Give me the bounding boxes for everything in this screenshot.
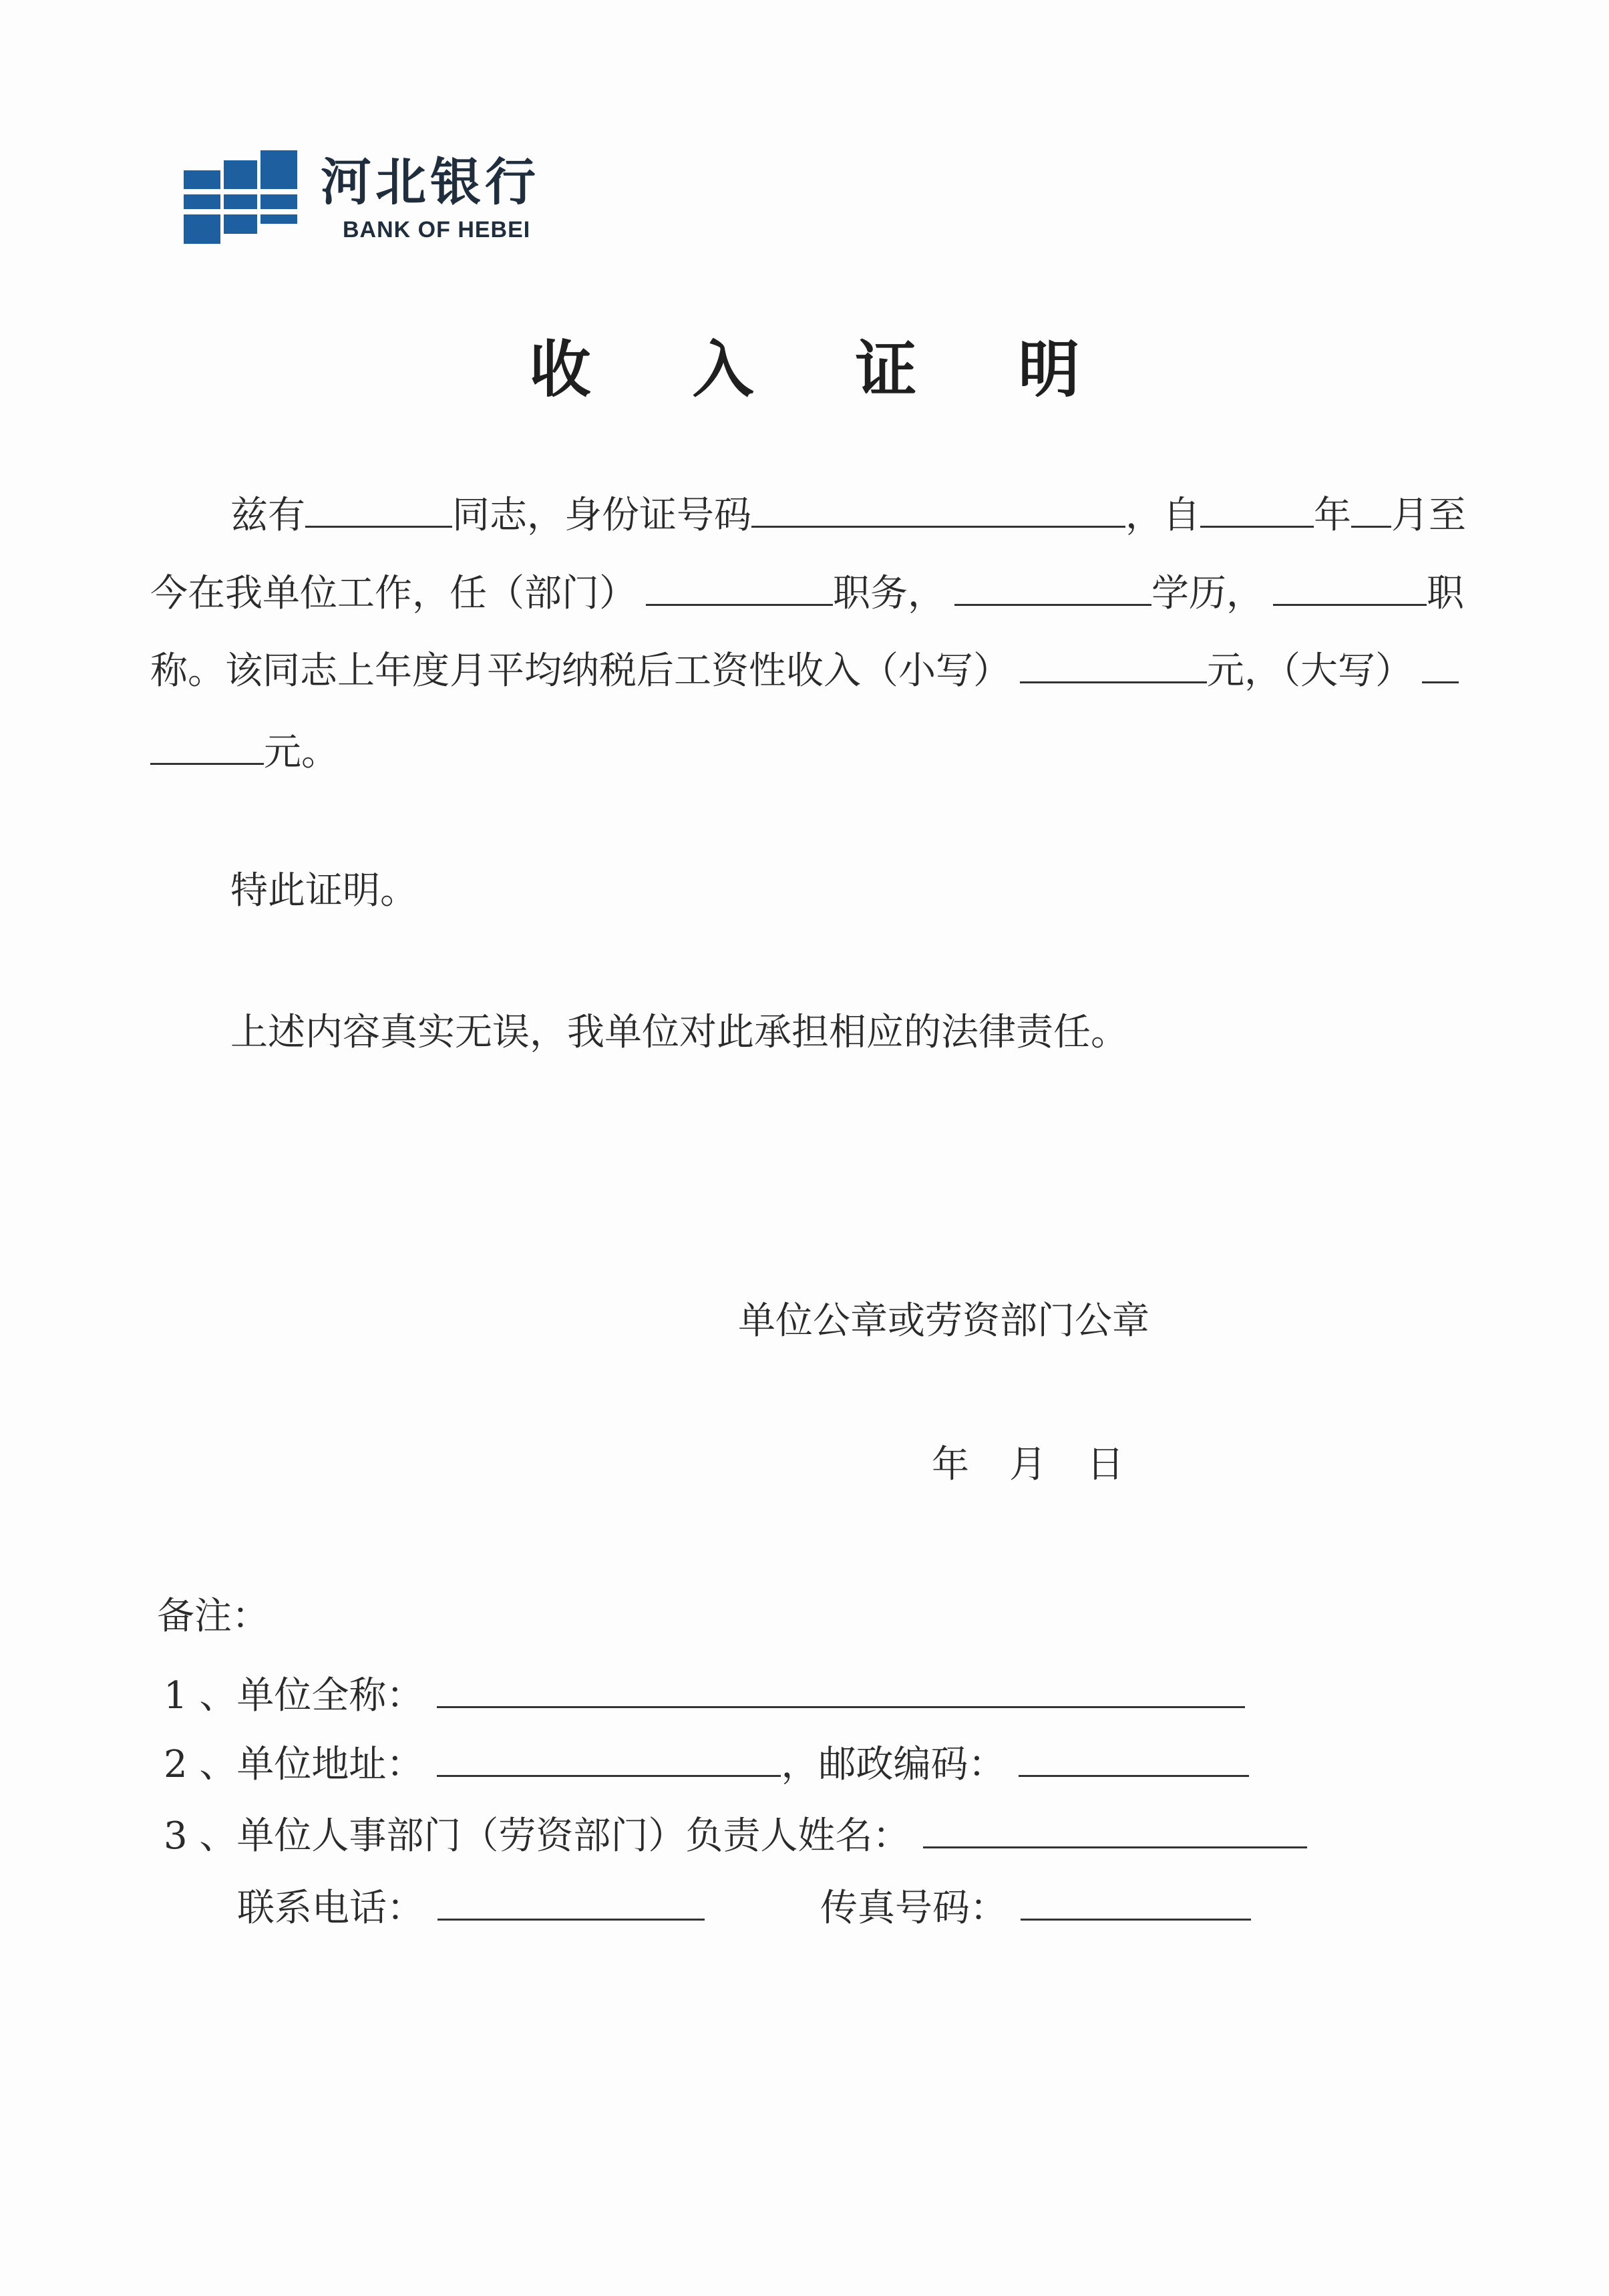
bank-name-cn: 河北银行 xyxy=(321,152,540,212)
text-title-start: 职 xyxy=(1427,572,1464,615)
date-day: 日 xyxy=(1087,1443,1124,1486)
id-number-field[interactable] xyxy=(751,491,1125,528)
date-year: 年 xyxy=(932,1443,969,1486)
name-field[interactable] xyxy=(305,491,452,528)
education-field[interactable] xyxy=(1273,569,1427,606)
hr-manager-name-field[interactable] xyxy=(923,1812,1307,1848)
text-department: 今在我单位工作，任（部门） xyxy=(150,572,637,615)
bank-name-en: BANK OF HEBEI xyxy=(343,217,531,242)
body-line-3 xyxy=(150,647,1459,693)
note-item-2-label: 2 、单位地址： xyxy=(164,1743,424,1786)
income-uppercase-field-start[interactable] xyxy=(1422,647,1459,683)
fax-line xyxy=(820,1884,1251,1930)
postcode-label: ，邮政编码： xyxy=(781,1743,1006,1786)
text-position: 职务， xyxy=(833,572,945,615)
text-income: 称。该同志上年度月平均纳税后工资性收入（小写） xyxy=(150,649,1011,693)
text-yuan-uppercase: 元，（大写） xyxy=(1207,649,1413,693)
income-numeric-field[interactable] xyxy=(1020,647,1207,683)
note-item-3-label: 3 、单位人事部门（劳资部门）负责人姓名： xyxy=(164,1814,910,1858)
phone-label: 联系电话： xyxy=(237,1887,424,1930)
page-title: 收 入 证 明 xyxy=(529,333,1120,405)
department-field[interactable] xyxy=(646,569,833,606)
fax-field[interactable] xyxy=(1021,1884,1251,1921)
text-zi-you: 兹有 xyxy=(230,494,305,537)
note-item-1 xyxy=(164,1671,1245,1715)
fax-label: 传真号码： xyxy=(820,1887,1007,1930)
note-item-1-label: 1 、单位全称： xyxy=(164,1674,424,1717)
text-education: 学历， xyxy=(1151,572,1264,615)
bank-logo xyxy=(184,150,598,251)
income-uppercase-field[interactable] xyxy=(150,728,264,765)
note-item-2 xyxy=(164,1740,1249,1784)
bank-logo-mark-icon xyxy=(184,150,297,244)
declaration-text: 上述内容真实无误，我单位对此承担相应的法律责任。 xyxy=(230,1011,1128,1054)
phone-field[interactable] xyxy=(437,1884,705,1921)
body-line-2 xyxy=(150,569,1464,613)
position-field[interactable] xyxy=(954,569,1151,606)
certify-text: 特此证明。 xyxy=(230,869,417,913)
unit-fullname-field[interactable] xyxy=(437,1671,1245,1708)
seal-label: 单位公章或劳资部门公章 xyxy=(738,1299,1149,1343)
start-month-field[interactable] xyxy=(1351,491,1391,528)
postcode-field[interactable] xyxy=(1019,1740,1249,1777)
body-line-4 xyxy=(150,728,339,772)
notes-heading: 备注： xyxy=(157,1595,269,1638)
body-line-1 xyxy=(230,491,1466,537)
text-from: ，自 xyxy=(1125,494,1200,537)
text-yuan-end: 元。 xyxy=(264,731,339,774)
text-month-to: 月至 xyxy=(1391,494,1466,537)
unit-address-field[interactable] xyxy=(437,1740,781,1777)
phone-line xyxy=(237,1884,705,1930)
date-line xyxy=(932,1443,1124,1486)
start-year-field[interactable] xyxy=(1200,491,1314,528)
text-year: 年 xyxy=(1314,494,1351,537)
date-month: 月 xyxy=(1009,1443,1047,1486)
note-item-3 xyxy=(164,1812,1307,1858)
text-id-number: 同志，身份证号码 xyxy=(452,494,751,537)
